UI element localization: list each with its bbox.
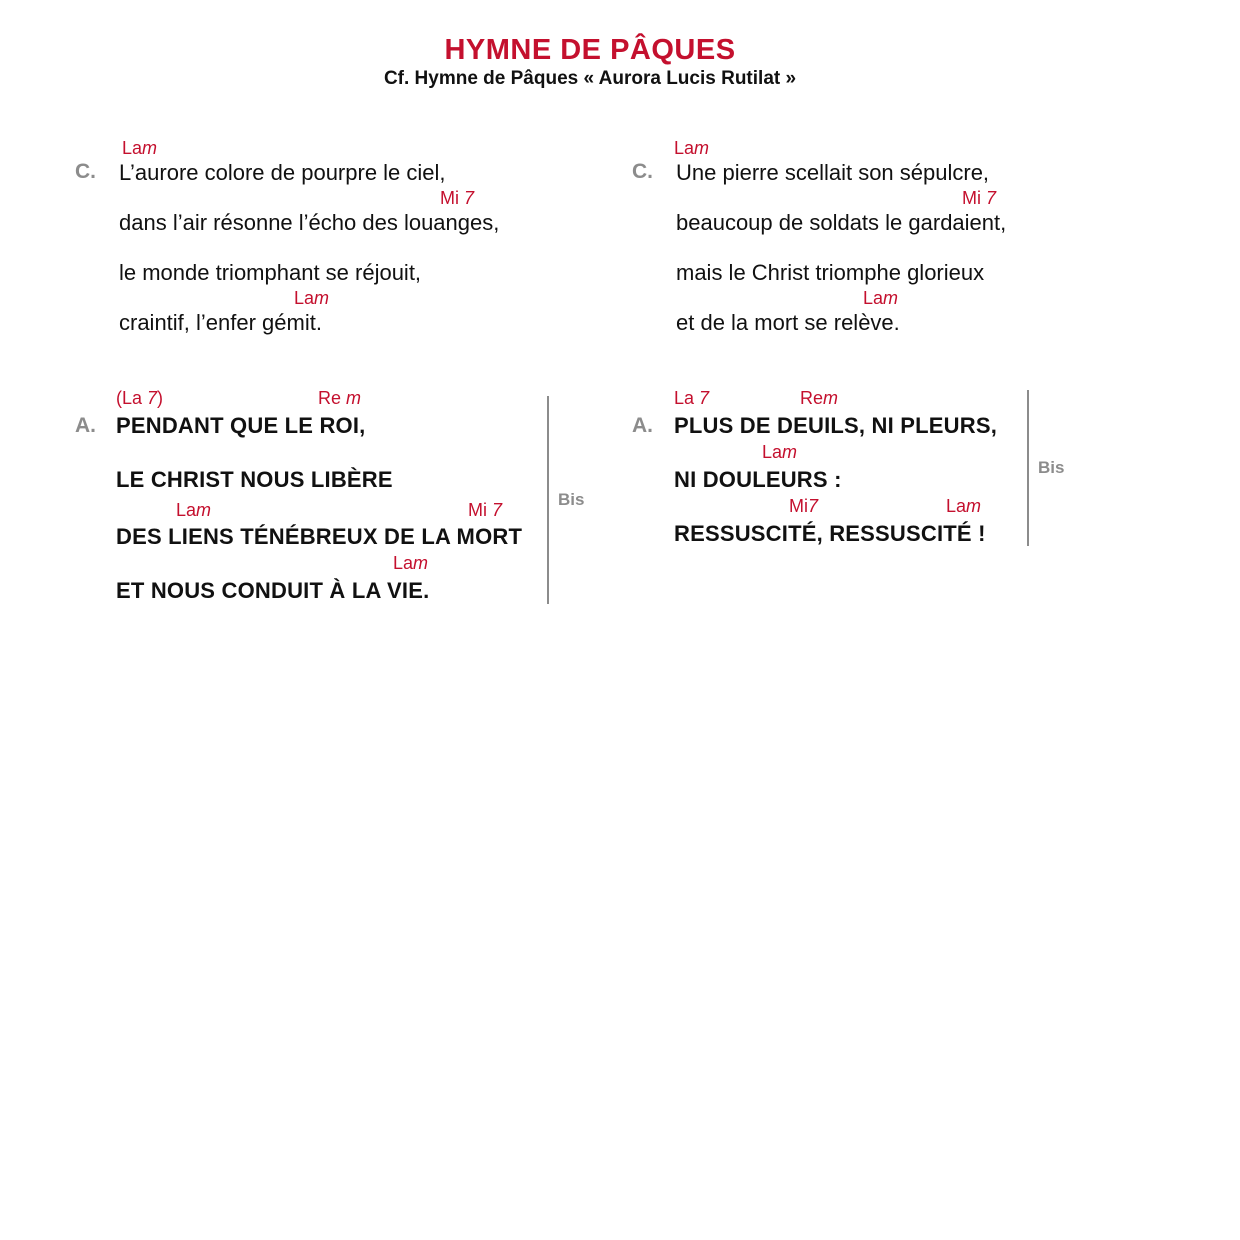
bis-bar bbox=[547, 396, 549, 604]
chord: (La 7) bbox=[116, 388, 164, 408]
bis-bar bbox=[1027, 390, 1029, 546]
refrain-line: PLUS DE DEUILS, NI PLEURS, bbox=[674, 413, 998, 438]
chord: Mi 7 bbox=[440, 188, 475, 208]
couplet-line: beaucoup de soldats le gardaient, bbox=[676, 210, 1007, 235]
couplet-line: L’aurore colore de pourpre le ciel, bbox=[119, 160, 446, 185]
couplet-line: mais le Christ triomphe glorieux bbox=[676, 260, 985, 285]
refrain-line: PENDANT QUE LE ROI, bbox=[116, 413, 366, 438]
chord: Re m bbox=[318, 388, 362, 408]
refrain-label-right: A. bbox=[632, 414, 653, 437]
chord: Rem bbox=[800, 388, 839, 408]
refrain-label-left: A. bbox=[75, 414, 96, 437]
refrain-line: LE CHRIST NOUS LIBÈRE bbox=[116, 467, 393, 492]
chord: Mi7 bbox=[789, 496, 819, 516]
chord: Lam bbox=[674, 138, 710, 158]
couplet-line: et de la mort se relève. bbox=[676, 310, 900, 335]
couplet-label-left: C. bbox=[75, 160, 96, 183]
bis-label: Bis bbox=[558, 490, 585, 509]
refrain-line: ET NOUS CONDUIT À LA VIE. bbox=[116, 578, 430, 603]
chord: Mi 7 bbox=[962, 188, 997, 208]
page-subtitle: Cf. Hymne de Pâques « Aurora Lucis Rutilat » bbox=[383, 68, 797, 89]
refrain-line: DES LIENS TÉNÉBREUX DE LA MORT bbox=[116, 524, 523, 549]
chord: Lam bbox=[946, 496, 982, 516]
page-title: HYMNE DE PÂQUES bbox=[444, 34, 736, 66]
chord: Lam bbox=[863, 288, 899, 308]
chord: Lam bbox=[122, 138, 158, 158]
chord: Mi 7 bbox=[468, 500, 503, 520]
couplet-line: craintif, l’enfer gémit. bbox=[119, 310, 322, 335]
chord: Lam bbox=[393, 553, 429, 573]
couplet-line: le monde triomphant se réjouit, bbox=[119, 260, 422, 285]
couplet-label-right: C. bbox=[632, 160, 653, 183]
chord: Lam bbox=[294, 288, 330, 308]
bis-label: Bis bbox=[1038, 458, 1065, 477]
refrain-line: RESSUSCITÉ, RESSUSCITÉ ! bbox=[674, 521, 986, 546]
chord: Lam bbox=[176, 500, 212, 520]
couplet-line: Une pierre scellait son sépulcre, bbox=[676, 160, 990, 185]
chord: La 7 bbox=[674, 388, 710, 408]
refrain-line: NI DOULEURS : bbox=[674, 467, 842, 492]
couplet-line: dans l’air résonne l’écho des louanges, bbox=[119, 210, 500, 235]
chord: Lam bbox=[762, 442, 798, 462]
